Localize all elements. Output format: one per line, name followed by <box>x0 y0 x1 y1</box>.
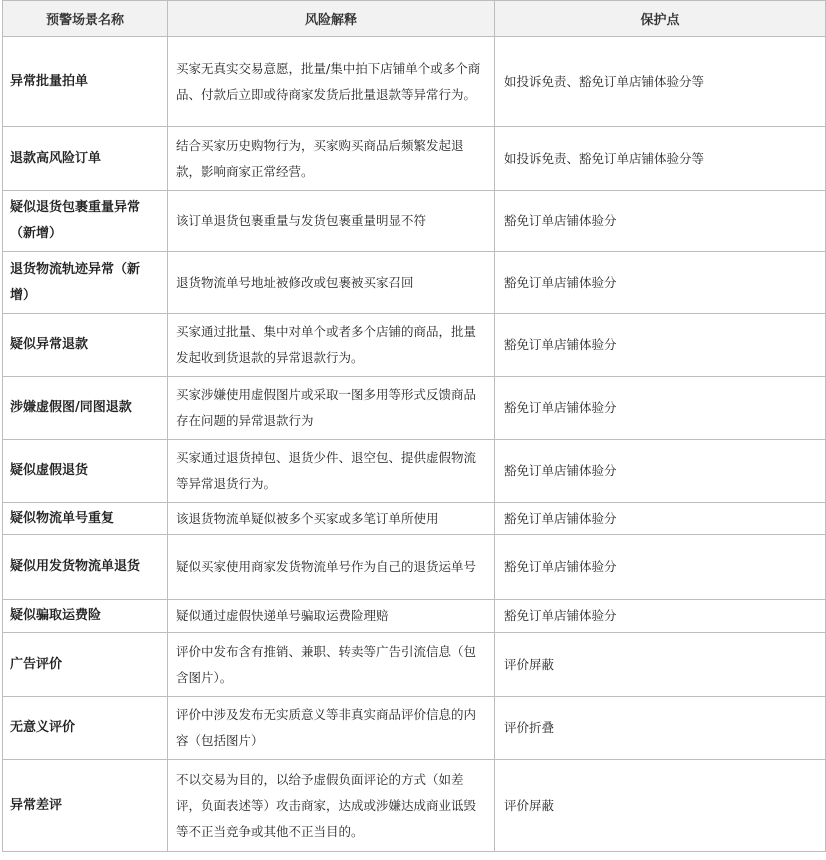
table-row <box>3 191 826 252</box>
table-row <box>3 760 826 852</box>
risk-explanation: 评价中涉及发布无实质意义等非真实商品评价信息的内容（包括图片） <box>168 697 495 760</box>
risk-explanation: 疑似通过虚假快递单号骗取运费险理赔 <box>168 600 495 633</box>
table-row <box>3 314 826 377</box>
protection-point: 豁免订单店铺体验分 <box>495 503 826 535</box>
table-row <box>3 377 826 440</box>
risk-explanation: 买家涉嫌使用虚假图片或采取一图多用等形式反馈商品存在问题的异常退款行为 <box>168 377 495 440</box>
header-scenario-name: 预警场景名称 <box>3 1 168 37</box>
table-row <box>3 535 826 600</box>
table-row <box>3 600 826 633</box>
table-row <box>3 503 826 535</box>
warning-scenario-table <box>2 0 826 852</box>
protection-point: 豁免订单店铺体验分 <box>495 314 826 377</box>
scenario-name: 无意义评价 <box>3 697 168 760</box>
scenario-name: 涉嫌虚假图/同图退款 <box>3 377 168 440</box>
table-row <box>3 697 826 760</box>
protection-point: 豁免订单店铺体验分 <box>495 535 826 600</box>
scenario-name: 退款高风险订单 <box>3 127 168 191</box>
risk-explanation: 该退货物流单疑似被多个买家或多笔订单所使用 <box>168 503 495 535</box>
scenario-name: 疑似骗取运费险 <box>3 600 168 633</box>
scenario-name: 异常差评 <box>3 760 168 852</box>
scenario-name: 退货物流轨迹异常（新增） <box>3 252 168 314</box>
protection-point: 豁免订单店铺体验分 <box>495 440 826 503</box>
protection-point: 豁免订单店铺体验分 <box>495 252 826 314</box>
risk-explanation: 退货物流单号地址被修改或包裹被买家召回 <box>168 252 495 314</box>
table-row <box>3 633 826 697</box>
table-row <box>3 37 826 127</box>
scenario-name: 疑似物流单号重复 <box>3 503 168 535</box>
scenario-name: 疑似虚假退货 <box>3 440 168 503</box>
table-row <box>3 252 826 314</box>
risk-explanation: 买家无真实交易意愿，批量/集中拍下店铺单个或多个商品、付款后立即或待商家发货后批量退款等异常行为。 <box>168 37 495 127</box>
protection-point: 如投诉免责、豁免订单店铺体验分等 <box>495 37 826 127</box>
scenario-name: 疑似异常退款 <box>3 314 168 377</box>
scenario-name: 疑似用发货物流单退货 <box>3 535 168 600</box>
risk-explanation: 结合买家历史购物行为，买家购买商品后频繁发起退款，影响商家正常经营。 <box>168 127 495 191</box>
protection-point: 豁免订单店铺体验分 <box>495 600 826 633</box>
risk-explanation: 疑似买家使用商家发货物流单号作为自己的退货运单号 <box>168 535 495 600</box>
risk-explanation: 评价中发布含有推销、兼职、转卖等广告引流信息（包含图片）。 <box>168 633 495 697</box>
table-header-row <box>3 1 826 37</box>
scenario-name: 疑似退货包裹重量异常（新增） <box>3 191 168 252</box>
risk-explanation: 不以交易为目的，以给予虚假负面评论的方式（如差评，负面表述等）攻击商家，达成或涉嫌达成商业诋毁等不正当竞争或其他不正当目的。 <box>168 760 495 852</box>
protection-point: 豁免订单店铺体验分 <box>495 191 826 252</box>
risk-explanation: 买家通过批量、集中对单个或者多个店铺的商品，批量发起收到货退款的异常退款行为。 <box>168 314 495 377</box>
protection-point: 如投诉免责、豁免订单店铺体验分等 <box>495 127 826 191</box>
header-protection: 保护点 <box>495 1 826 37</box>
table-row <box>3 440 826 503</box>
scenario-name: 广告评价 <box>3 633 168 697</box>
risk-explanation: 买家通过退货掉包、退货少件、退空包、提供虚假物流等异常退货行为。 <box>168 440 495 503</box>
risk-explanation: 该订单退货包裹重量与发货包裹重量明显不符 <box>168 191 495 252</box>
protection-point: 评价屏蔽 <box>495 760 826 852</box>
protection-point: 豁免订单店铺体验分 <box>495 377 826 440</box>
header-risk-explanation: 风险解释 <box>168 1 495 37</box>
scenario-name: 异常批量拍单 <box>3 37 168 127</box>
protection-point: 评价折叠 <box>495 697 826 760</box>
protection-point: 评价屏蔽 <box>495 633 826 697</box>
table-row <box>3 127 826 191</box>
